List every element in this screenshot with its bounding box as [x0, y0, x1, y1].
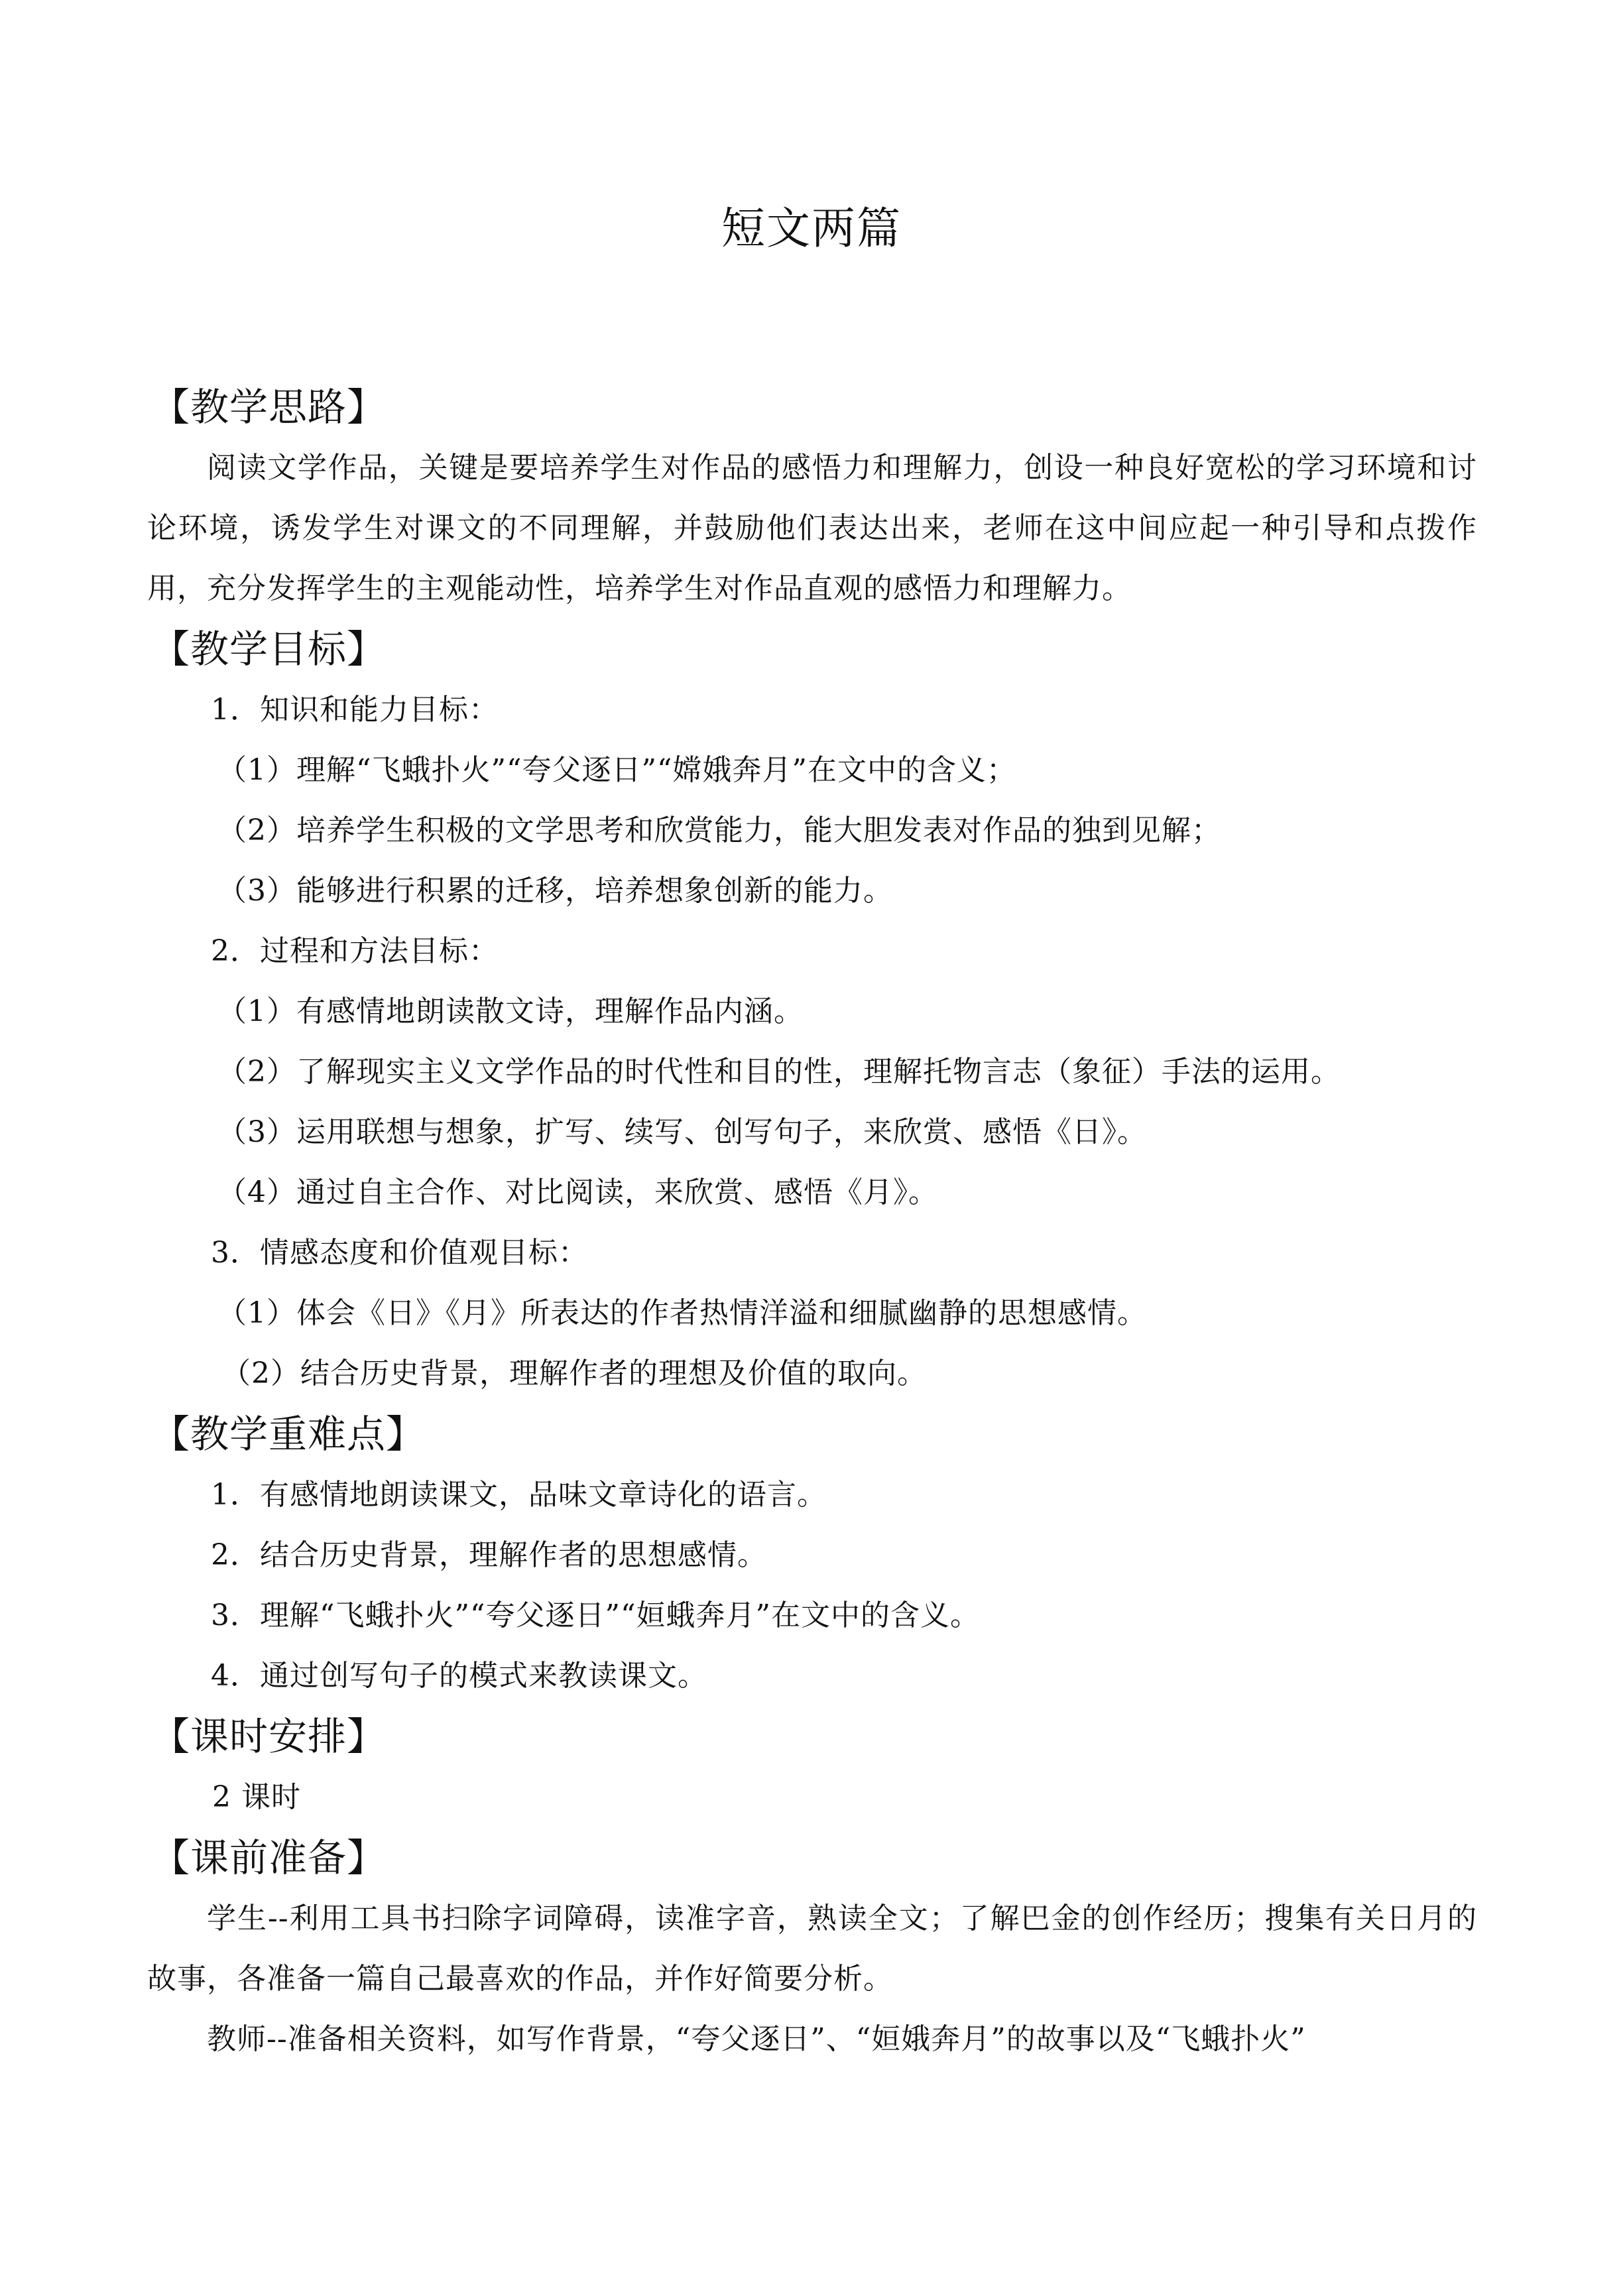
key-point-item: 2．结合历史背景，理解作者的思想感情。 [211, 1538, 767, 1572]
schedule-text: 2 课时 [212, 1780, 301, 1814]
section-heading-goals: 【教学目标】 [151, 627, 387, 672]
goal-item: （1）有感情地朗读散文诗，理解作品内涵。 [217, 995, 804, 1028]
goal-item: （3）能够进行积累的迁移，培养想象创新的能力。 [217, 874, 893, 908]
preparation-student: 学生--利用工具书扫除字词障碍，读准字音，熟读全文；了解巴金的创作经历；搜集有关日月的故事，各准备一篇自己最喜欢的作品，并作好简要分析。 [147, 1902, 1477, 1996]
document-title: 短文两篇 [721, 203, 902, 254]
goal-item: （2）结合历史背景，理解作者的理想及价值的取向。 [221, 1357, 927, 1390]
goal-item: （1）理解“飞蛾扑火”“夸父逐日”“嫦娥奔月”在文中的含义； [217, 753, 1016, 787]
goal-item: （4）通过自主合作、对比阅读，来欣赏、感悟《月》。 [217, 1176, 938, 1209]
goal-item: 3．情感态度和价值观目标： [211, 1236, 588, 1270]
goal-item: 2．过程和方法目标： [211, 934, 499, 968]
key-point-item: 1．有感情地朗读课文，品味文章诗化的语言。 [211, 1478, 827, 1512]
document-body [147, 377, 1477, 2069]
goal-item: 1．知识和能力目标： [211, 693, 499, 727]
goal-item: （3）运用联想与想象，扩写、续写、创写句子，来欣赏、感悟《日》。 [217, 1115, 1147, 1149]
section-heading-schedule: 【课时安排】 [151, 1714, 387, 1759]
thinking-paragraph: 阅读文学作品，关键是要培养学生对作品的感悟力和理解力，创设一种良好宽松的学习环境和讨论环境，诱发学生对课文的不同理解，并鼓励他们表达出来，老师在这中间应起一种引导和点拨作用，充分发挥学生的主观能动性，培养学生对作品直观的感悟力和理解力。 [147, 451, 1477, 605]
section-heading-preparation: 【课前准备】 [151, 1835, 387, 1880]
goal-item: （2）培养学生积极的文学思考和欣赏能力，能大胆发表对作品的独到见解； [217, 814, 1221, 847]
goal-item: （1）体会《日》《月》所表达的作者热情洋溢和细腻幽静的思想感情。 [217, 1296, 1147, 1330]
goal-item: （2）了解现实主义文学作品的时代性和目的性，理解托物言志（象征）手法的运用。 [217, 1055, 1341, 1089]
preparation-teacher: 教师--准备相关资料，如写作背景，“夸父逐日”、“姮娥奔月”的故事以及“飞蛾扑火” [207, 2022, 1306, 2056]
section-heading-thinking: 【教学思路】 [151, 385, 387, 430]
section-heading-key-points: 【教学重难点】 [151, 1412, 426, 1457]
key-point-item: 3．理解“飞蛾扑火”“夸父逐日”“姮蛾奔月”在文中的含义。 [211, 1599, 980, 1632]
key-point-item: 4．通过创写句子的模式来教读课文。 [211, 1659, 707, 1693]
